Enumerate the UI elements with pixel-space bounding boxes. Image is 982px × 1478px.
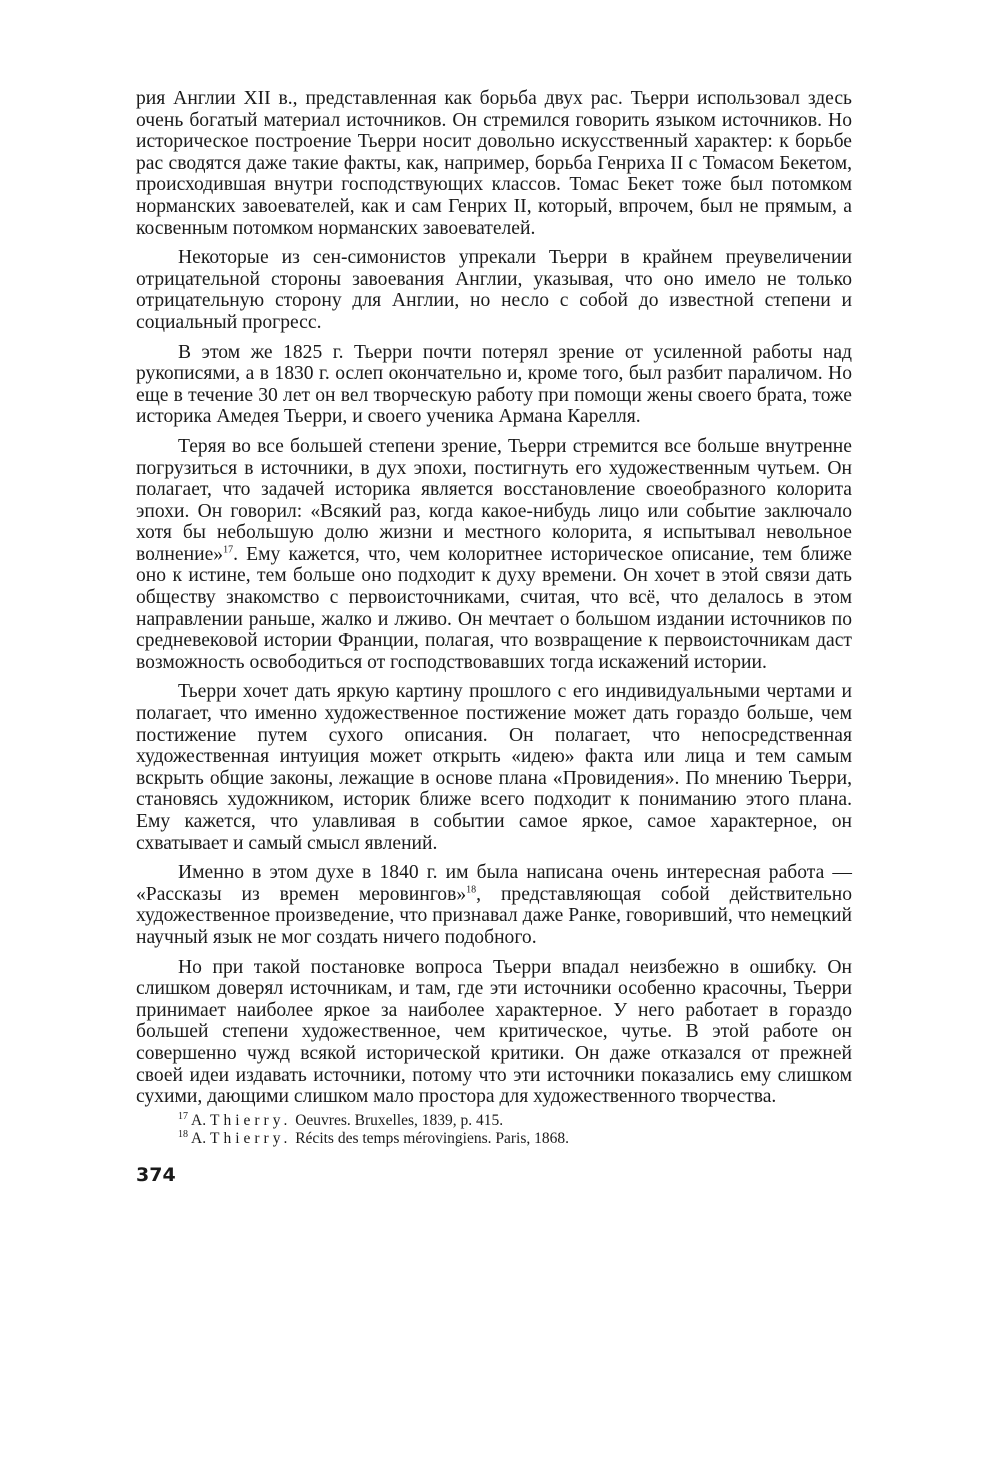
footnote-author: Thierry. [209, 1111, 292, 1129]
footnote-text: Récits des temps mérovingiens. Paris, 1868. [295, 1129, 570, 1147]
footnotes [136, 1112, 852, 1148]
paragraph-1: рия Англии XII в., представленная как борьба двух рас. Тьерри использовал здесь очень богатый материал источников. Он стремился говорить языком источников. Но историческое построение Тьерри носит довольно искусственный характер: к борьбе рас сводятся даже такие факты, как, например, борьба Генриха II с Томасом Бекетом, происходившая внутри господствующих классов. Томас Бекет тоже был потомком норманских завоевателей, как и сам Генрих II, который, впрочем, был не прямым, а косвенным потомком норманских завоевателей. [136, 88, 852, 239]
paragraph-6-continued: , представляющая собой действительно художественное произведение, что признавал даже Ранке, говоривший, что немецкий научный язык не мог создать ничего подобного. [136, 883, 852, 948]
paragraph-3: В этом же 1825 г. Тьерри почти потерял зрение от усиленной работы над рукописями, а в 1830 г. ослеп окончательно и, кроме того, был разбит параличом. Но еще в течение 30 лет он вел творческую работу при помощи жены своего брата, тоже историка Амедея Тьерри, и своего ученика Армана Карелля. [136, 341, 852, 428]
footnote-18 [178, 1130, 852, 1148]
paragraph-5: Тьерри хочет дать яркую картину прошлого с его индивидуальными чертами и полагает, что именно художественное постижение может дать гораздо больше, чем постижение путем сухого описания. Он полагает, что непосредственная художественная интуиция может открыть «идею» факта или лица и тем самым вскрыть общие законы, лежащие в основе плана «Провидения». По мнению Тьерри, становясь художником, историк ближе всего подходит к пониманию этого плана. Ему кажется, что улавливая в событии самое яркое, самое характерное, он схватывает и самый смысл явлений. [136, 681, 852, 854]
paragraph-7: Но при такой постановке вопроса Тьерри впадал неизбежно в ошибку. Он слишком доверял источникам, и там, где эти источники особенно красочны, Тьерри принимает наиболее яркое за наиболее характерное. У него работает в гораздо большей степени художественное, чем критическое, чутье. В этой работе он совершенно чужд всякой исторической критики. Он даже отказался от прежней своей идеи издавать источники, потому что эти источники показались ему слишком сухими, дающими слишком мало простора для художественного творчества. [136, 956, 852, 1108]
footnote-mark: 17 [178, 1110, 188, 1122]
footnote-ref-17: 17 [223, 544, 234, 556]
footnote-17 [178, 1112, 852, 1130]
footnote-mark: 18 [178, 1128, 188, 1140]
book-page [136, 88, 852, 1186]
paragraph-4-text: Теряя во все большей степени зрение, Тьерри стремится все больше внутренне погрузиться в источники, в дух эпохи, постигнуть его художественным чутьем. Он полагает, что задачей историка является восстановление своеобразного колорита эпохи. Он говорил: «Всякий раз, когда какое-нибудь лицо или событие заключало хотя бы небольшую долю жизни и местного колорита, я испытывал невольное волнение» [136, 435, 852, 565]
paragraph-4-continued: Ему кажется, что, чем колоритнее историческое описание, тем ближе оно к истине, тем больше оно подходит к духу времени. Он хочет в этой связи дать обществу знакомство с первоисточниками, считая, что всё, что делалось в этом направлении раньше, жалко и лживо. Он мечтает о большом издании источников по средневековой истории Франции, полагая, что возвращение к первоисточникам даст возможность освободиться от господствовавших тогда искажений истории. [136, 543, 852, 673]
paragraph-6 [136, 862, 852, 948]
footnote-author: Thierry. [209, 1129, 292, 1147]
footnote-ref-18: 18 [466, 884, 477, 896]
page-number: 374 [136, 1163, 176, 1186]
footnote-text: Oeuvres. Bruxelles, 1839, p. 415. [295, 1111, 504, 1129]
paragraph-6-text: Именно в этом духе в 1840 г. им была написана очень интересная работа — «Рассказы из времен меровингов» [136, 862, 852, 905]
paragraph-4: Теряя во все большей степени зрение, Тьерри стремится все больше внутренне погрузиться в источники, в дух эпохи, постигнуть его художественным чутьем. Он полагает, что задачей историка является восстановление своеобразного колорита эпохи. Он говорил: «Всякий раз, когда какое-нибудь лицо или событие заключало хотя бы небольшую долю жизни и местного колорита, я испытывал невольное волнение»$^{17}$. Ему кажется, что, чем колоритнее историческое описание, тем ближе оно к истине, тем больше оно подходит к духу времени. Он хочет в этой связи дать обществу знакомство с первоисточниками, считая, что всё, что делалось в этом направлении раньше, жалко и лживо. Он мечтает о большом издании источников по средневековой истории Франции, полагая, что возвращение к первоисточникам даст возможность освободиться от господствовавших тогда искажений истории. [136, 435, 852, 673]
paragraph-2: Некоторые из сен-симонистов упрекали Тьерри в крайнем преувеличении отрицательной стороны завоевания Англии, указывая, что оно имело не только отрицательную сторону для Англии, но несло с собой до известной степени и социальный прогресс. [136, 247, 852, 333]
footnote-author-initial: A. [191, 1111, 207, 1129]
footnote-author-initial: A. [191, 1129, 207, 1147]
